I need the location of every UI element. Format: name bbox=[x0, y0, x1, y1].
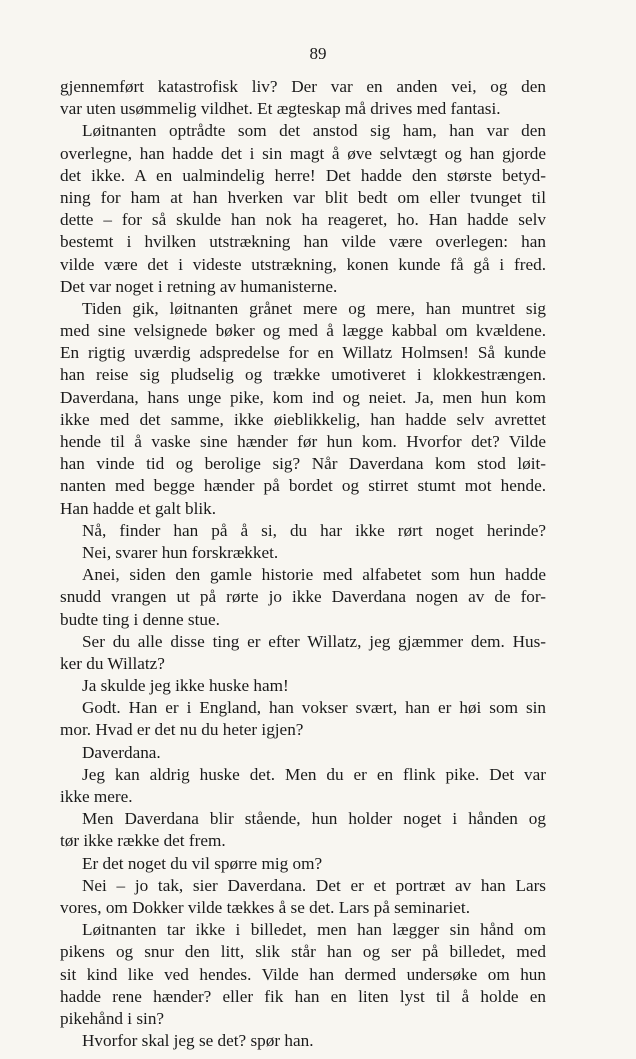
text-line: ikke med det samme, ikke øieblikkelig, han hadde selv avrettet bbox=[60, 409, 546, 429]
text-line: dette – for så skulde han nok ha reageret, ho. Han hadde selv bbox=[60, 210, 546, 230]
text-line: Godt. Han er i England, han vokser svært, han er høi som sin bbox=[82, 698, 546, 718]
text-line: med sine velsignede bøker og med å lægge kabbal om kvældene. bbox=[60, 321, 546, 341]
text-line: Nei – jo tak, sier Daverdana. Det er et portræt av han Lars bbox=[82, 875, 546, 895]
text-line: pikehånd i sin? bbox=[60, 1008, 165, 1028]
text-line: bestemt i hvilken utstrækning han vilde være overlegen: han bbox=[60, 232, 546, 252]
text-line: Ja skulde jeg ikke huske ham! bbox=[82, 676, 289, 696]
text-line: mor. Hvad er det nu du heter igjen? bbox=[60, 720, 304, 740]
text-line: var uten usømmelig vildhet. Et ægteskap må drives med fantasi. bbox=[60, 99, 501, 119]
text-line: Ser du alle disse ting er efter Willatz, jeg gjæmmer dem. Hus- bbox=[82, 631, 546, 651]
text-line: Jeg kan aldrig huske det. Men du er en flink pike. Det var bbox=[82, 764, 546, 784]
page-number: 89 bbox=[309, 44, 327, 63]
text-line: overlegne, han hadde det i sin magt å øve selvtægt og han gjorde bbox=[60, 143, 546, 163]
text-line: snudd vrangen ut på rørte jo ikke Daverdana nogen av de for- bbox=[60, 587, 546, 607]
text-line: vores, om Dokker vilde tækkes å se det. Lars på seminariet. bbox=[60, 897, 470, 917]
text-line: han vinde tid og berolige sig? Når Daverdana kom stod løit- bbox=[60, 454, 546, 474]
text-line: gjennemført katastrofisk liv? Der var en anden vei, og den bbox=[60, 77, 546, 96]
text-line: ikke mere. bbox=[60, 787, 133, 806]
text-line: Løitnanten tar ikke i billedet, men han lægger sin hånd om bbox=[82, 920, 546, 940]
text-line: ning for ham at han hverken var blit bedt om eller tvunget til bbox=[60, 187, 546, 207]
text-line: tør ikke række det frem. bbox=[60, 831, 226, 851]
text-line: hende til å vaske sine hænder før hun kom. Hvorfor det? Vilde bbox=[60, 432, 546, 451]
text-line: budte ting i denne stue. bbox=[60, 609, 220, 629]
text-line: Nei, svarer hun forskrækket. bbox=[82, 542, 279, 562]
body-text bbox=[60, 76, 546, 1052]
text-line: sit kind like ved hendes. Vilde han dermed undersøke om hun bbox=[60, 964, 546, 984]
text-line: En rigtig uværdig adspredelse for en Willatz Holmsen! Så kunde bbox=[60, 343, 546, 363]
text-line: hadde rene hænder? eller fik han en liten lyst til å holde en bbox=[60, 986, 546, 1006]
text-line: ker du Willatz? bbox=[60, 653, 165, 673]
text-line: Anei, siden den gamle historie med alfabetet som hun hadde bbox=[82, 565, 546, 585]
text-line: Men Daverdana blir stående, hun holder noget i hånden og bbox=[82, 809, 546, 829]
text-line: Hvorfor skal jeg se det? spør han. bbox=[82, 1031, 314, 1051]
text-line: det ikke. A en ualmindelig herre! Det hadde den største betyd- bbox=[60, 165, 546, 185]
text-line: Han hadde et galt blik. bbox=[60, 498, 217, 518]
text-line: Daverdana. bbox=[82, 742, 161, 762]
text-line: Nå, finder han på å si, du har ikke rørt noget herinde? bbox=[82, 520, 546, 540]
text-line: Er det noget du vil spørre mig om? bbox=[82, 853, 323, 873]
text-line: Tiden gik, løitnanten grånet mere og mere, han muntret sig bbox=[82, 298, 546, 318]
text-line: Det var noget i retning av humanisterne. bbox=[60, 276, 338, 296]
text-line: pikens og snur den litt, slik står han og ser på billedet, med bbox=[60, 942, 546, 962]
text-line: Løitnanten optrådte som det anstod sig ham, han var den bbox=[82, 121, 546, 141]
text-line: Daverdana, hans unge pike, kom ind og neiet. Ja, men hun kom bbox=[60, 387, 546, 407]
text-line: vilde være det i videste utstrækning, konen kunde få gå i fred. bbox=[60, 254, 546, 274]
text-line: han reise sig pludselig og trække umotiveret i klokkestrængen. bbox=[60, 365, 546, 385]
text-line: nanten med begge hænder på bordet og stirret stumt mot hende. bbox=[60, 476, 546, 496]
